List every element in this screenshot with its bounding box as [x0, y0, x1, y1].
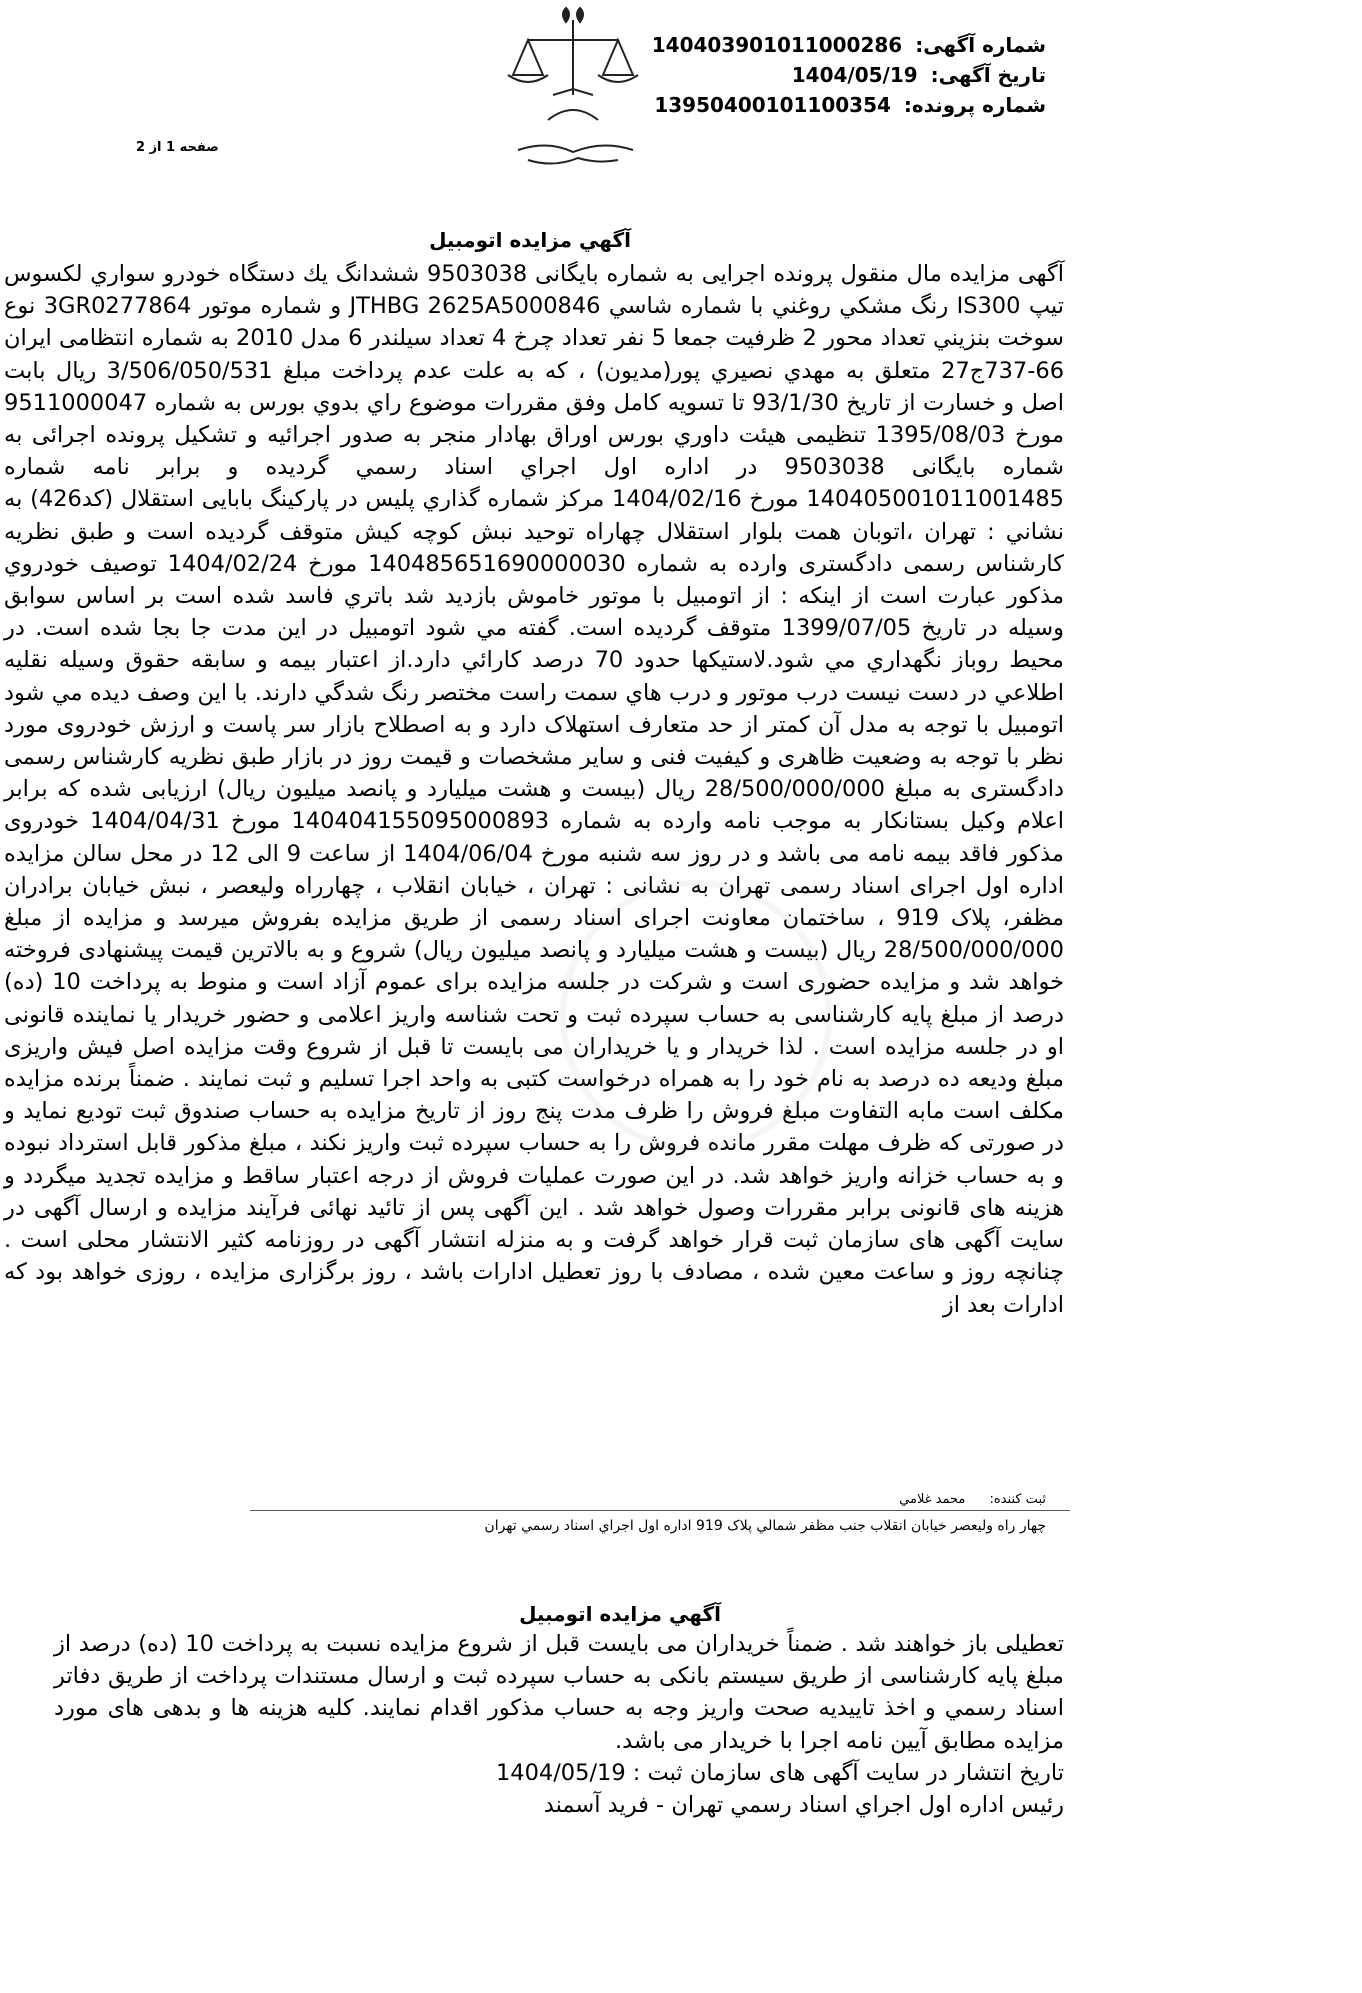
case-number-row [652, 90, 1046, 120]
registrar-name: محمد غلامي [899, 1492, 966, 1507]
divider [250, 1510, 1070, 1511]
office-address: چهار راه وليعصر خيابان انقلاب جنب مظفر شمالي پلاک 919 اداره اول اجراي اسناد رسمي تهران [484, 1518, 1046, 1534]
notice-body-text: آگهی مزایده مال منقول پرونده اجرایی به شماره بایگانی 9503038 ششدانگ يك دستگاه خودرو سواري لكسوس تيپ IS300 رنگ مشكي روغني با شماره شاسي JTHBG 2625A5000846 و شماره موتور 3GR0277864 نوع سوخت بنزيني تعداد محور 2 ظرفيت جمعا 5 نفر تعداد چرخ 4 تعداد سيلندر 6 مدل 2010 به شماره انتظامی ايران 66-737ج27 متعلق به مهدي نصيري پور(مدیون) ، که به علت عدم پرداخت مبلغ 3/506/050/531 ریال بابت اصل و خسارت از تاریخ 93/1/30 تا تسویه کامل وفق مقررات موضوع راي بدوي بورس به شماره 9511000047 مورخ 1395/08/03 تنظیمی هیئت داوري بورس اوراق بهادار منجر به صدور اجرائیه و تشکیل پرونده اجرائی به شماره بایگانی 9503038 در اداره اول اجراي اسناد رسمي گرديده و برابر نامه شماره 140405001011001485 مورخ 1404/02/16 مرکز شماره گذاري پلیس در پارکینگ بابایی استقلال (کد426) به نشاني : تهران ،اتوبان همت بلوار استقلال چهاراه توحید نبش کوچه کیش متوقف گردیده است و طبق نظریه کارشناس رسمی دادگستری وارده به شماره 140485651690000030 مورخ 1404/02/24 توصیف خودروي مذکور عبارت است از اینکه : از اتومبیل با موتور خاموش بازدید شد باتري فاسد شده است بر اساس سوابق وسیله در تاریخ 1399/07/05 متوقف گردیده است. گفته مي شود اتومبیل در این مدت جا بجا شده است. در محیط روباز نگهداري مي شود.لاستیکها حدود 70 درصد کارائي دارد.از اعتبار بیمه و سابقه حقوق وسیله نقلیه اطلاعي در دست نیست درب موتور و درب هاي سمت راست مختصر رنگ شدگي دارند. با این وصف دیده مي شود اتومبیل با توجه به مدل آن کمتر از حد متعارف استهلاک دارد و به اصطلاح بازار سر پاست و ارزش خودروی مورد نظر با توجه به وضعیت ظاهری و کیفیت فنی و سایر مشخصات و قیمت روز در بازار طبق نظریه کارشناس رسمی دادگستری به مبلغ 28/500/000/000 ریال (بیست و هشت میلیارد و پانصد میلیون ریال) ارزیابی شده که برابر اعلام وکیل بستانکار به موجب نامه وارده به شماره 140404155095000893 مورخ 1404/04/31 خودروی مذکور فاقد بیمه نامه می باشد و در روز سه شنبه مورخ 1404/06/04 از ساعت 9 الی 12 در محل سالن مزایده اداره اول اجرای اسناد رسمی تهران به نشانی : تهران ، خیابان انقلاب ، چهارراه ولیعصر ، نبش خیابان برادران مظفر، پلاک 919 ، ساختمان معاونت اجرای اسناد رسمی از طریق مزایده بفروش میرسد و مزایده از مبلغ 28/500/000/000 ریال (بیست و هشت میلیارد و پانصد میلیون ریال) شروع و به بالاترین قیمت پیشنهادی فروخته خواهد شد و مزایده حضوری است و شرکت در جلسه مزایده برای عموم آزاد است و منوط به پرداخت 10 (ده) درصد از مبلغ پایه کارشناسی به حساب سپرده ثبت و تحت شناسه واریز اعلامی و حضور خریدار یا نماینده قانونی او در جلسه مزایده است . لذا خریدار و یا خریداران می بایست تا قبل از شروع وقت مزایده اصل فیش واریزی مبلغ ودیعه ده درصد به نام خود را به همراه درخواست کتبی به واحد اجرا تسلیم و ثبت نمایند . ضمناً برنده مزایده مکلف است مابه التفاوت مبلغ فروش را ظرف مدت پنج روز از تاریخ مزایده به حساب صندوق ثبت تودیع نماید و در صورتی که ظرف مهلت مقرر مانده فروش را به حساب سپرده ثبت واریز نکند ، مبلغ مذکور قابل استرداد نبوده و به حساب خزانه واریز خواهد شد. در این صورت عملیات فروش از درجه اعتبار ساقط و مزایده تجدید میگردد و هزینه های قانونی برابر مقررات وصول خواهد شد . این آگهی پس از تائید نهائی فرآیند مزایده و ارسال آگهی در سایت آگهی های سازمان ثبت قرار خواهد گرفت و به منزله انتشار آگهی در روزنامه کثیر الانتشار محلی است . چنانچه روز و ساعت معین شده ، مصادف با روز تعطیل ادارات باشد ، روز برگزاری مزایده ، روزی خواهد بود که ادارات بعد از [4, 261, 1065, 1318]
registrar-row [899, 1492, 1046, 1507]
notice-title: آگهي مزايده اتومبيل [429, 228, 631, 252]
ad-number: 140403901011000286 [651, 33, 903, 57]
publish-date-line: تاریخ انتشار در سایت آگهی های سازمان ثبت : 1404/05/19 [495, 1759, 1064, 1786]
case-number: 13950400101100354 [654, 93, 891, 117]
ad-date-row [652, 60, 1046, 90]
notice-title-page-2: آگهي مزايده اتومبيل [519, 1602, 721, 1626]
page-indicator: صفحه 1 از 2 [136, 140, 219, 155]
ad-number-label: شماره آگهی: [915, 33, 1046, 57]
ad-metadata [652, 30, 1046, 120]
ad-number-row [652, 30, 1046, 60]
registrar-label: ثبت کننده: [989, 1492, 1046, 1507]
signature-line: رئیس اداره اول اجراي اسناد رسمي تهران - فريد آسمند [543, 1792, 1064, 1819]
notice-body-text-page-2: تعطیلی باز خواهند شد . ضمناً خریداران می بایست قبل از شروع مزایده نسبت به پرداخت 10 (ده) درصد از مبلغ پایه کارشناسی از طریق سیستم بانکی به حساب سپرده ثبت و ارسال مستندات پرداخت از طریق دفاتر اسناد رسمي و اخذ تاییدیه صحت واریز وجه به حساب مذکور اقدام نمایند. کلیه هزینه ها و بدهی های مورد مزایده مطابق آیین نامه اجرا با خریدار می باشد. [54, 1631, 1064, 1754]
ad-date: 1404/05/19 [791, 63, 918, 87]
notice-body-page-2 [54, 1628, 1064, 1821]
ad-date-label: تاریخ آگهی: [930, 63, 1046, 87]
case-number-label: شماره پرونده: [903, 93, 1046, 117]
judiciary-emblem [488, 0, 658, 180]
notice-body [4, 258, 1064, 1321]
